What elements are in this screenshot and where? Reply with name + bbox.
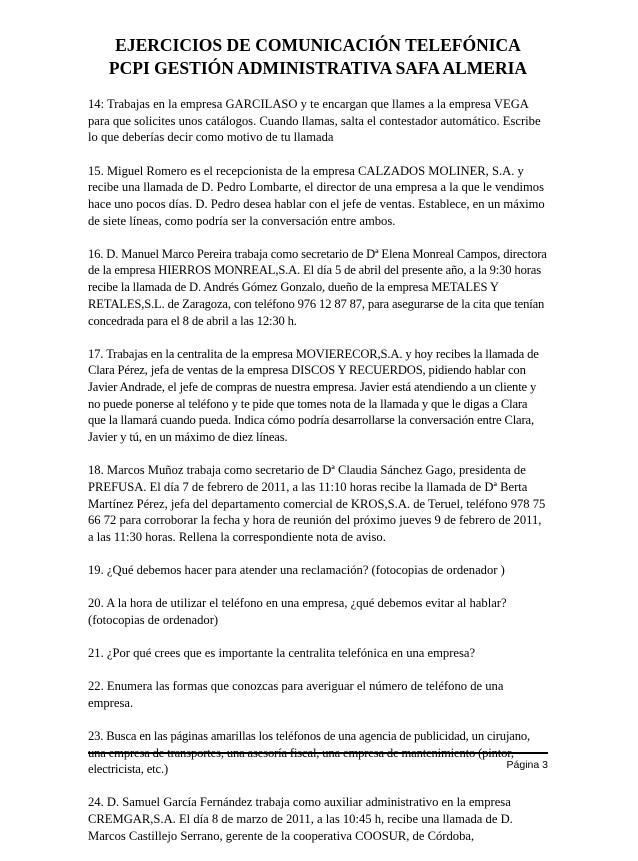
document-title-line-1: EJERCICIOS DE COMUNICACIÓN TELEFÓNICA <box>115 35 521 55</box>
exercise-15: 15. Miguel Romero es el recepcionista de la empresa CALZADOS MOLINER, S.A. y recibe una llamada de D. Pedro Lombarte, el director de una empresa a la que le vendimos hace uno pocos días. D. Pedro desea hablar con el jefe de ventas. Establece, en un máximo de siete líneas, como podría ser la conversación entre ambos. <box>88 163 545 228</box>
exercise-18: 18. Marcos Muñoz trabaja como secretario de Dª Claudia Sánchez Gago, presidenta de PREFUSA. El día 7 de febrero de 2011, a las 11:10 horas recibe la llamada de Dª Berta Martínez Pérez, jefa del departamento comercial de KROS,S.A. de Teruel, teléfono 978 75 66 72 para corroborar la fecha y hora de reunión del próximo jueves 9 de febrero de 2011, a las 11:30 horas. Rellena la correspondiente nota de aviso. <box>88 463 546 545</box>
exercise-17: 17. Trabajas en la centralita de la empresa MOVIERECOR,S.A. y hoy recibes la llamada de Clara Pérez, jefa de ventas de la empresa DISCOS Y RECUERDOS, pidiendo hablar con Javier Andrade, el jefe de compras de nuestra empresa. Javier está atendiendo a un cliente y no puede ponerse al teléfono y te pide que tomes nota de la llamada y que le digas a Clara que la llamará cuando pueda. Indica cómo podría desarrollarse la conversación entre Clara, Javier y tú, en un máximo de diez líneas. <box>88 346 539 445</box>
exercise-23: 23. Busca en las páginas amarillas los teléfonos de una agencia de publicidad, un cirujano, una empresa de transportes, una asesoría fiscal, una empresa de mantenimiento (pintor, electricista, etc.) <box>88 728 531 777</box>
exercise-14: 14: Trabajas en la empresa GARCILASO y te encargan que llames a la empresa VEGA para que solicites unos catálogos. Cuando llamas, salta el contestador automático. Escribe lo que deberías decir como motivo de tu llamada <box>88 97 541 145</box>
document-header <box>88 34 548 80</box>
exercise-16: 16. D. Manuel Marco Pereira trabaja como secretario de Dª Elena Monreal Campos, directora de la empresa HIERROS MONREAL,S.A. El día 5 de abril del presente año, a la 9:30 horas recibe la llamada de D. Andrés Gómez Gonzalo, dueño de la empresa METALES Y RETALES,S.L. de Zaragoza, con teléfono 976 12 87 87, para asegurarse de la cita que tenían concedrada para el 8 de abril a las 12:30 h. <box>88 246 547 328</box>
document-title-line-2: PCPI GESTIÓN ADMINISTRATIVA SAFA ALMERIA <box>108 58 528 78</box>
exercise-22: 22. Enumera las formas que conozcas para averiguar el número de teléfono de una empresa. <box>88 679 504 710</box>
exercise-19: 19. ¿Qué debemos hacer para atender una reclamación? (fotocopias de ordenador ) <box>88 563 505 578</box>
exercise-20: 20. A la hora de utilizar el teléfono en una empresa, ¿qué debemos evitar al hablar? (fotocopias de ordenador) <box>88 596 507 627</box>
exercise-list <box>88 96 548 861</box>
exercise-21: 21. ¿Por qué crees que es importante la centralita telefónica en una empresa? <box>88 646 476 661</box>
exercise-24: 24. D. Samuel García Fernández trabaja como auxiliar administrativo en la empresa CREMGAR,S.A. El día 8 de marzo de 2011, a las 10:45 h, recibe una llamada de D. Marcos Castillejo Serrano, gerente de la cooperativa COOSUR, de Córdoba, <box>88 795 513 843</box>
page-number: Página 3 <box>506 759 548 771</box>
footer-divider <box>88 752 548 754</box>
